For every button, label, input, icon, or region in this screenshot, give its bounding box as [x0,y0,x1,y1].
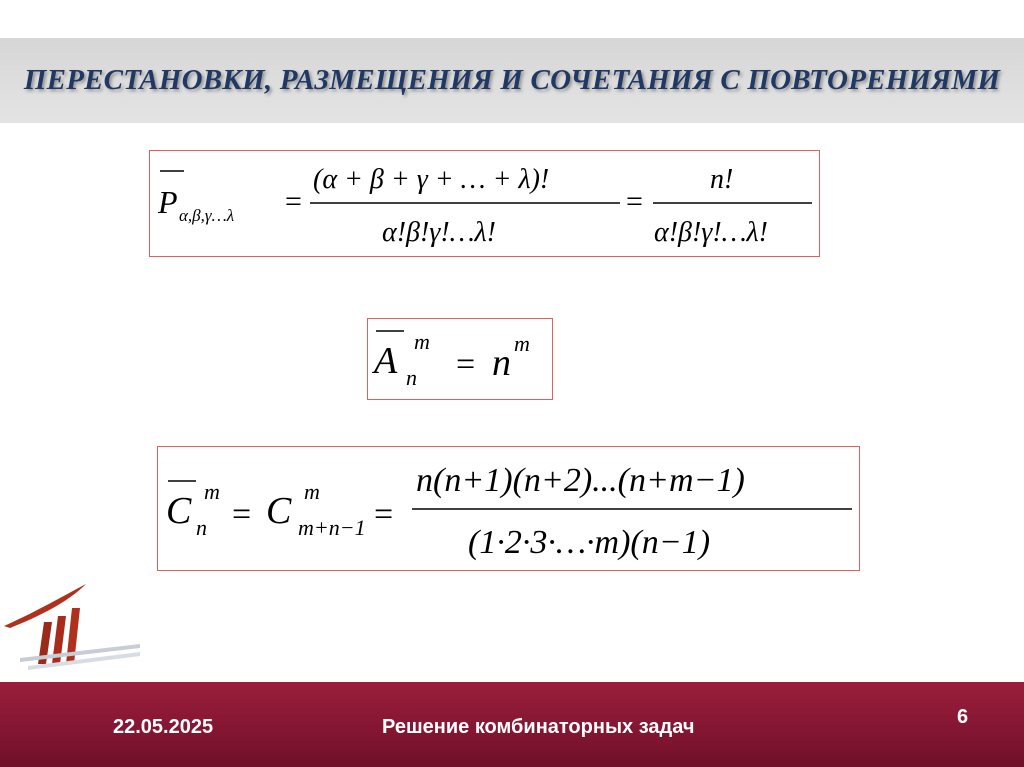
a-symbol: A [374,340,398,382]
fraction2-denominator: α!β!γ!…λ! [654,217,768,248]
permutations-formula-box [149,150,820,257]
equals-sign: = [374,496,394,533]
c-superscript: m [204,479,220,504]
c-symbol: C [166,490,192,532]
p-subscript: α,β,γ…λ [179,206,235,225]
combinations-formula-box [157,446,860,571]
fraction1-numerator: (α + β + γ + … + λ)! [313,164,550,195]
footer-bar [0,682,1024,767]
c-symbol-mid: C [266,490,292,532]
equals-sign: = [456,346,476,383]
fraction-denominator: (1·2·3·…·m)(n−1) [468,524,711,561]
combinations-formula [158,447,859,570]
page-number: 6 [957,706,969,728]
footer-title: Решение комбинаторных задач [382,716,695,738]
fraction1-denominator: α!β!γ!…λ! [382,217,496,248]
institution-logo [0,578,150,678]
footer-date: 22.05.2025 [113,716,214,738]
p-symbol: P [158,184,178,220]
slide-title: ПЕРЕСТАНОВКИ, РАЗМЕЩЕНИЯ И СОЧЕТАНИЯ С ПОВТОРЕНИЯМИ [23,64,1001,96]
equals-sign: = [232,496,252,533]
c-mid-subscript: m+n−1 [298,515,366,540]
c-mid-superscript: m [304,479,320,504]
c-subscript: n [196,515,207,540]
fraction-numerator: n(n+1)(n+2)...(n+m−1) [416,462,745,499]
equals-sign: = [626,185,643,218]
n-base: n [492,342,511,384]
arrangements-formula-box [367,318,553,400]
equals-sign: = [285,185,302,218]
fraction2-numerator: n! [710,164,734,195]
permutations-formula [150,151,819,256]
arrangements-formula [368,319,552,399]
a-superscript: m [414,329,430,354]
m-exponent: m [514,331,530,356]
a-subscript: n [406,365,417,390]
